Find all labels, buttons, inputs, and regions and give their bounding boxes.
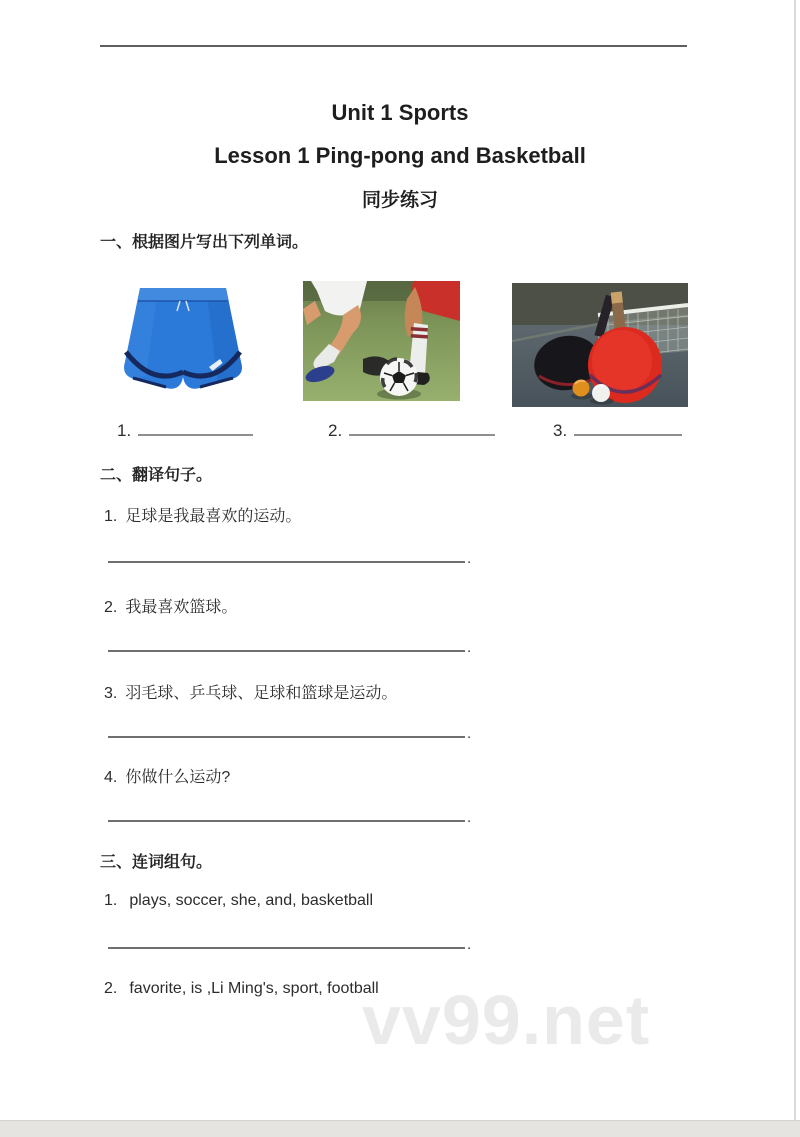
answer-blank-1 bbox=[138, 421, 253, 436]
blank-period: . bbox=[467, 936, 472, 953]
translate-item-2 bbox=[104, 594, 237, 617]
lesson-title: Lesson 1 Ping-pong and Basketball bbox=[214, 143, 586, 168]
item-text: 你做什么运动? bbox=[125, 769, 231, 786]
pingpong-image bbox=[512, 283, 688, 407]
subtitle: 同步练习 bbox=[361, 190, 438, 211]
answer-number-1: 1. bbox=[117, 421, 132, 440]
reorder-item-1 bbox=[104, 892, 373, 910]
item-number: 1. bbox=[104, 508, 118, 525]
item-number: 1. bbox=[104, 892, 118, 909]
blank-period: . bbox=[467, 725, 472, 742]
bottom-strip bbox=[0, 1120, 800, 1137]
blue-shorts-image bbox=[106, 276, 260, 414]
reorder-blank-1 bbox=[108, 933, 471, 954]
blank-line bbox=[108, 806, 465, 822]
item-text: 羽毛球、乒乓球、足球和篮球是运动。 bbox=[125, 685, 398, 702]
top-rule bbox=[100, 45, 687, 47]
watermark: vv99.net bbox=[362, 981, 651, 1059]
pingpong-illustration bbox=[512, 283, 688, 407]
translate-item-3 bbox=[104, 680, 397, 703]
blank-line bbox=[108, 547, 465, 563]
item-text: 我最喜欢篮球。 bbox=[125, 599, 238, 616]
blank-period: . bbox=[467, 550, 472, 567]
section1-heading: 一、根据图片写出下列单词。 bbox=[100, 234, 309, 251]
blank-line bbox=[108, 933, 465, 949]
section3-heading: 三、连词组句。 bbox=[100, 854, 213, 871]
translate-blank-2 bbox=[108, 636, 471, 657]
item-text: 足球是我最喜欢的运动。 bbox=[125, 508, 302, 525]
translate-blank-4 bbox=[108, 806, 471, 827]
reorder-item-2 bbox=[104, 980, 379, 998]
blank-line bbox=[108, 636, 465, 652]
answer-blank-2 bbox=[349, 421, 495, 436]
item-number: 2. bbox=[104, 980, 118, 997]
translate-blank-1 bbox=[108, 547, 471, 568]
translate-blank-3 bbox=[108, 722, 471, 743]
translate-item-1 bbox=[104, 503, 301, 526]
soccer-illustration bbox=[303, 281, 460, 401]
item-text: favorite, is ,Li Ming's, sport, football bbox=[129, 980, 379, 997]
blank-period: . bbox=[467, 809, 472, 826]
unit-title: Unit 1 Sports bbox=[331, 100, 469, 125]
item-number: 4. bbox=[104, 769, 118, 786]
word-answer-1 bbox=[117, 421, 253, 441]
item-number: 3. bbox=[104, 685, 118, 702]
answer-blank-3 bbox=[574, 421, 682, 436]
section2-heading: 二、翻译句子。 bbox=[100, 467, 213, 484]
item-text: plays, soccer, she, and, basketball bbox=[129, 892, 374, 909]
item-number: 2. bbox=[104, 599, 118, 616]
answer-number-3: 3. bbox=[553, 421, 568, 440]
blank-period: . bbox=[467, 639, 472, 656]
translate-item-4 bbox=[104, 764, 230, 787]
blank-line bbox=[108, 722, 465, 738]
blue-shorts-illustration bbox=[106, 276, 260, 414]
answer-number-2: 2. bbox=[328, 421, 343, 440]
word-answer-3 bbox=[553, 421, 682, 441]
soccer-image bbox=[303, 281, 460, 401]
page-right-edge bbox=[794, 0, 796, 1121]
word-answer-2 bbox=[328, 421, 495, 441]
